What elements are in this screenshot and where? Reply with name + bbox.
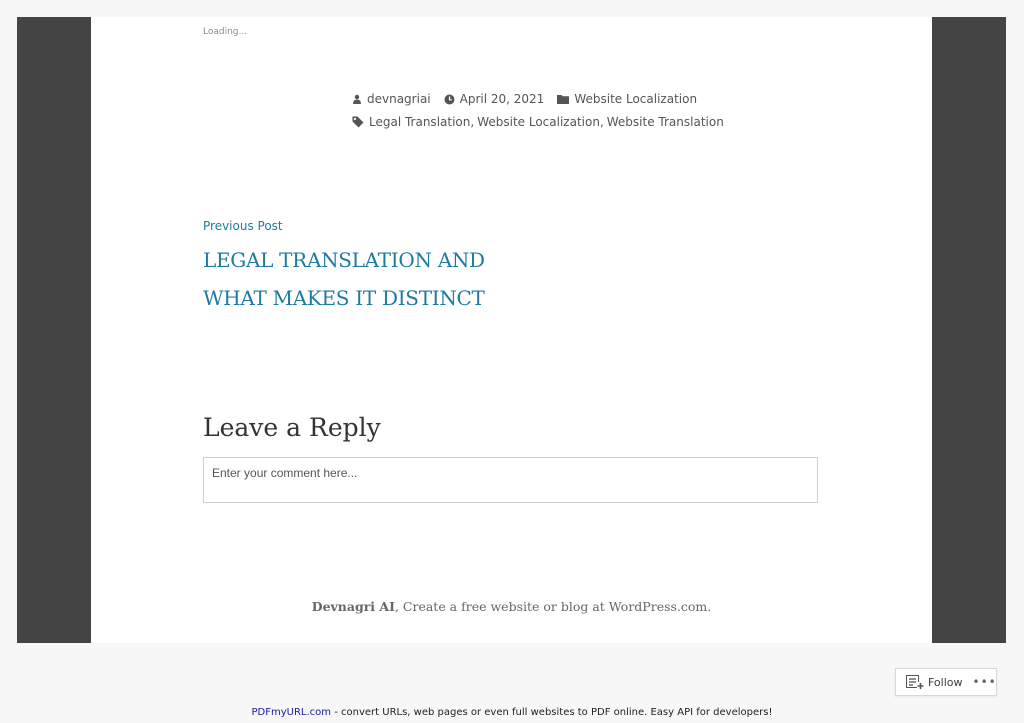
post-category[interactable] <box>557 92 697 106</box>
follow-label[interactable]: Follow <box>928 675 963 689</box>
clock-icon <box>444 94 455 105</box>
post-page <box>91 17 932 643</box>
tag-icon <box>352 116 364 128</box>
category-link[interactable]: Website Localization <box>574 92 698 106</box>
previous-post-link[interactable]: LEGAL TRANSLATION AND WHAT MAKES IT DISTINCT <box>203 248 485 310</box>
post-author[interactable] <box>352 92 431 106</box>
tag-link[interactable]: Website Translation <box>606 115 724 129</box>
wordpress-credit-link[interactable]: , Create a free website or blog at WordPress.com. <box>394 599 712 614</box>
date-link[interactable]: April 20, 2021 <box>459 92 545 106</box>
follow-button[interactable] <box>906 675 963 689</box>
tag-link[interactable]: Website Localization <box>477 115 600 129</box>
pdf-banner-text: - convert URLs, web pages or even full websites to PDF online. Easy API for developers! <box>331 707 773 718</box>
folder-icon <box>557 94 569 104</box>
pdf-banner <box>0 707 1024 718</box>
post-tags <box>352 115 724 129</box>
follow-widget <box>895 668 997 696</box>
person-icon <box>352 94 362 104</box>
comment-input[interactable] <box>203 457 818 503</box>
previous-post-label[interactable]: Previous Post <box>203 219 283 233</box>
reply-heading: Leave a Reply <box>203 413 381 442</box>
reader-follow-icon <box>906 675 924 689</box>
tag-separator: , <box>470 115 475 129</box>
loading-text: Loading... <box>203 27 248 37</box>
author-link[interactable]: devnagriai <box>367 92 431 106</box>
post-meta <box>352 92 710 106</box>
pdfmyurl-link[interactable]: PDFmyURL.com <box>251 707 332 718</box>
site-footer <box>91 599 932 614</box>
post-date[interactable] <box>444 92 545 106</box>
more-options-button[interactable]: ••• <box>972 675 997 689</box>
tag-link[interactable]: Legal Translation <box>369 115 471 129</box>
tag-separator: , <box>599 115 604 129</box>
site-name-link[interactable]: Devnagri AI <box>311 599 395 614</box>
content-frame <box>17 17 1006 643</box>
